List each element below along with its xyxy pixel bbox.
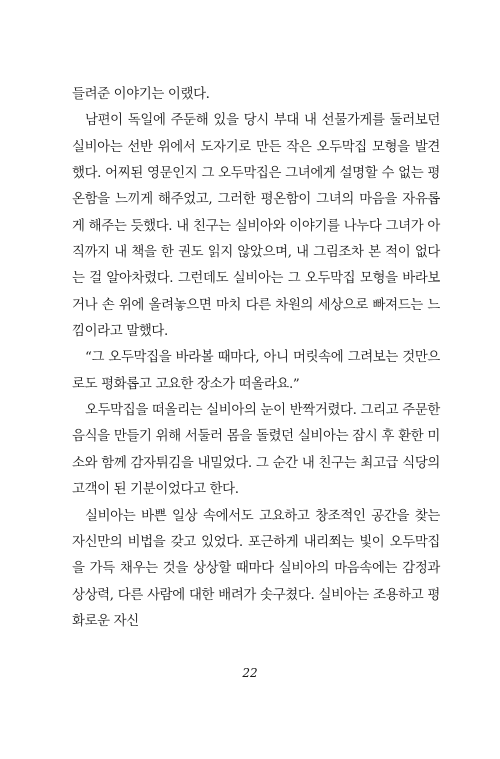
- body-text: [72, 82, 440, 635]
- paragraph: 남편이 독일에 주둔해 있을 당시 부대 내 선물가게를 둘러보던 실비아는 선반 위에서 도자기로 만든 작은 오두막집 모형을 발견했다. 어찌된 영문인지 그 오두막집은 그녀에게 설명할 수 없는 평온함을 느끼게 해주었고, 그러한 평온함이 그녀의 마음을 자유롭게 해주는 듯했다. 내 친구는 실비아와 이야기를 나누다 그녀가 아직까지 내 책을 한 권도 읽지 않았으며, 내 그림조차 본 적이 없다는 걸 알아차렸다. 그런데도 실비아는 그 오두막집 모형을 바라보거나 손 위에 올려놓으면 마치 다른 차원의 세상으로 빠져드는 느낌이라고 말했다.: [72, 113, 440, 340]
- paragraph: “그 오두막집을 바라볼 때마다, 아니 머릿속에 그려보는 것만으로도 평화롭고 고요한 장소가 떠올라요.”: [72, 350, 440, 392]
- paragraph: 들려준 이야기는 이랬다.: [72, 87, 210, 102]
- page-number: 22: [242, 666, 258, 680]
- paragraph: 실비아는 바쁜 일상 속에서도 고요하고 창조적인 공간을 찾는 자신만의 비법을 갖고 있었다. 포근하게 내리쬐는 빛이 오두막집을 가득 채우는 것을 상상할 때마다 실비아의 마음속에는 감정과 상상력, 다른 사람에 대한 배려가 솟구쳤다. 실비아는 조용하고 평화로운 자신: [72, 508, 440, 629]
- paragraph: 오두막집을 떠올리는 실비아의 눈이 반짝거렸다. 그리고 주문한 음식을 만들기 위해 서둘러 몸을 돌렸던 실비아는 잠시 후 환한 미소와 함께 감자튀김을 내밀었다. 그 순간 내 친구는 최고급 식당의 고객이 된 기분이었다고 한다.: [72, 403, 440, 498]
